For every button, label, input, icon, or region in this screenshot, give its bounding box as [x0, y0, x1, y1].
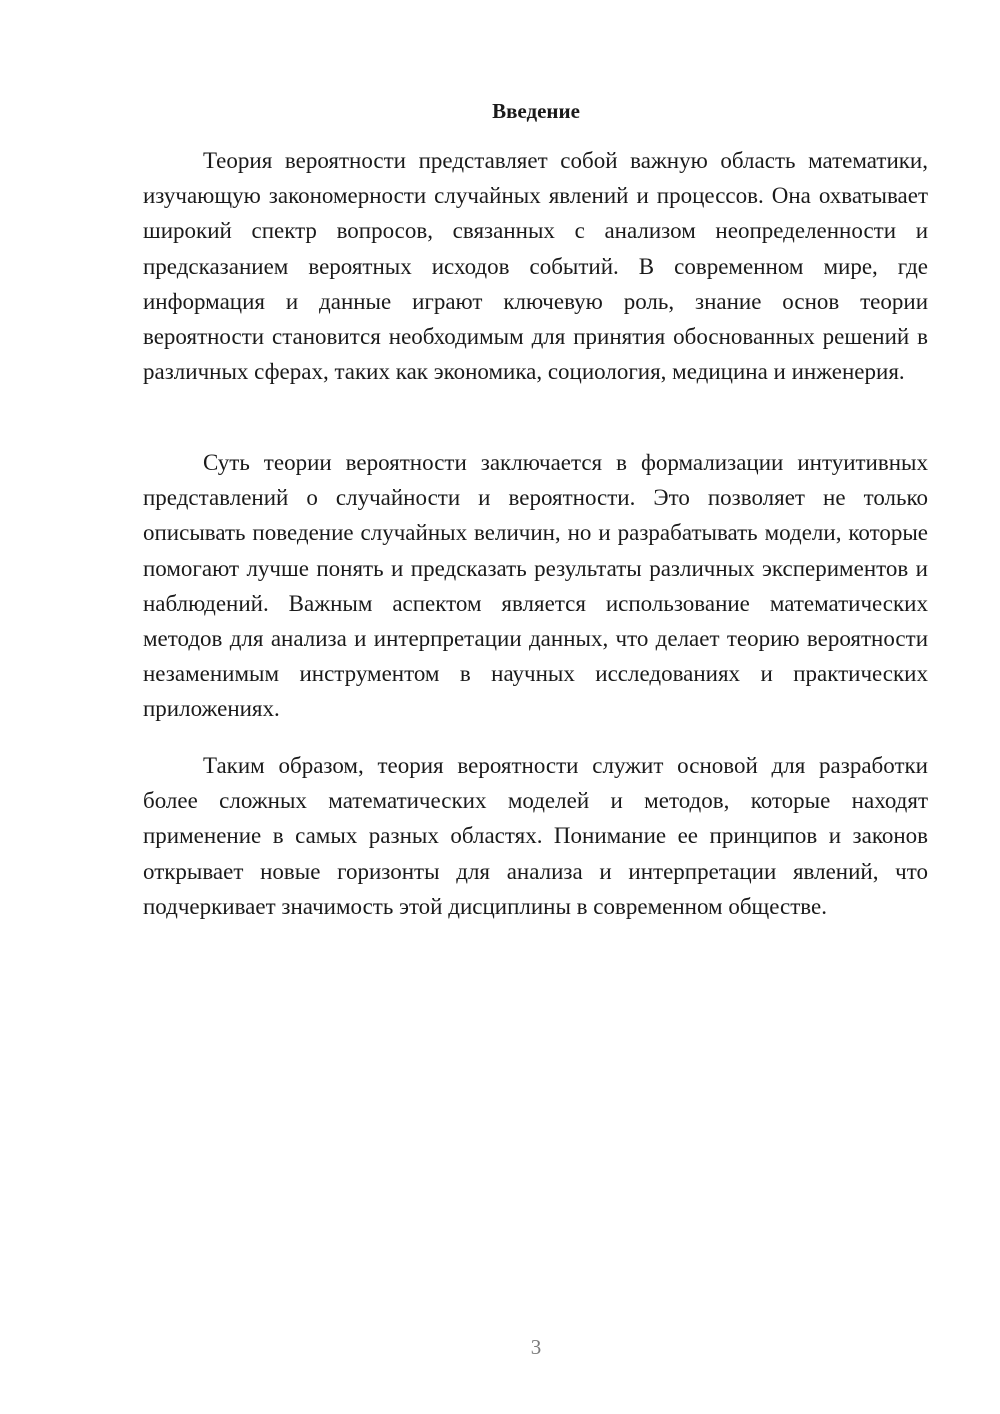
paragraph-2: Суть теории вероятности заключается в формализации интуитивных представлений о случайности и вероятности. Это позволяет не только описывать поведение случайных величин, но и разрабатывать модели, которые помогают лучше понять и предсказать результаты различных экспериментов и наблюдений. Важным аспектом является использование математических методов для анализа и интерпретации данных, что делает теорию вероятности незаменимым инструментом в научных исследованиях и практических приложениях. [143, 450, 928, 722]
page-number: 3 [530, 1335, 542, 1359]
paragraph-1: Теория вероятности представляет собой важную область математики, изучающую закономерности случайных явлений и процессов. Она охватывает широкий спектр вопросов, связанных с анализом неопределенности и предсказанием вероятных исходов событий. В современном мире, где информация и данные играют ключевую роль, знание основ теории вероятности становится необходимым для принятия обоснованных решений в различных сферах, таких как экономика, социология, медицина и инженерия. [143, 148, 928, 385]
section-title: Введение [492, 99, 580, 123]
paragraph-3: Таким образом, теория вероятности служит основой для разработки более сложных математических моделей и методов, которые находят применение в самых разных областях. Понимание ее принципов и законов открывает новые горизонты для анализа и интерпретации явлений, что подчеркивает значимость этой дисциплины в современном обществе. [143, 753, 928, 919]
